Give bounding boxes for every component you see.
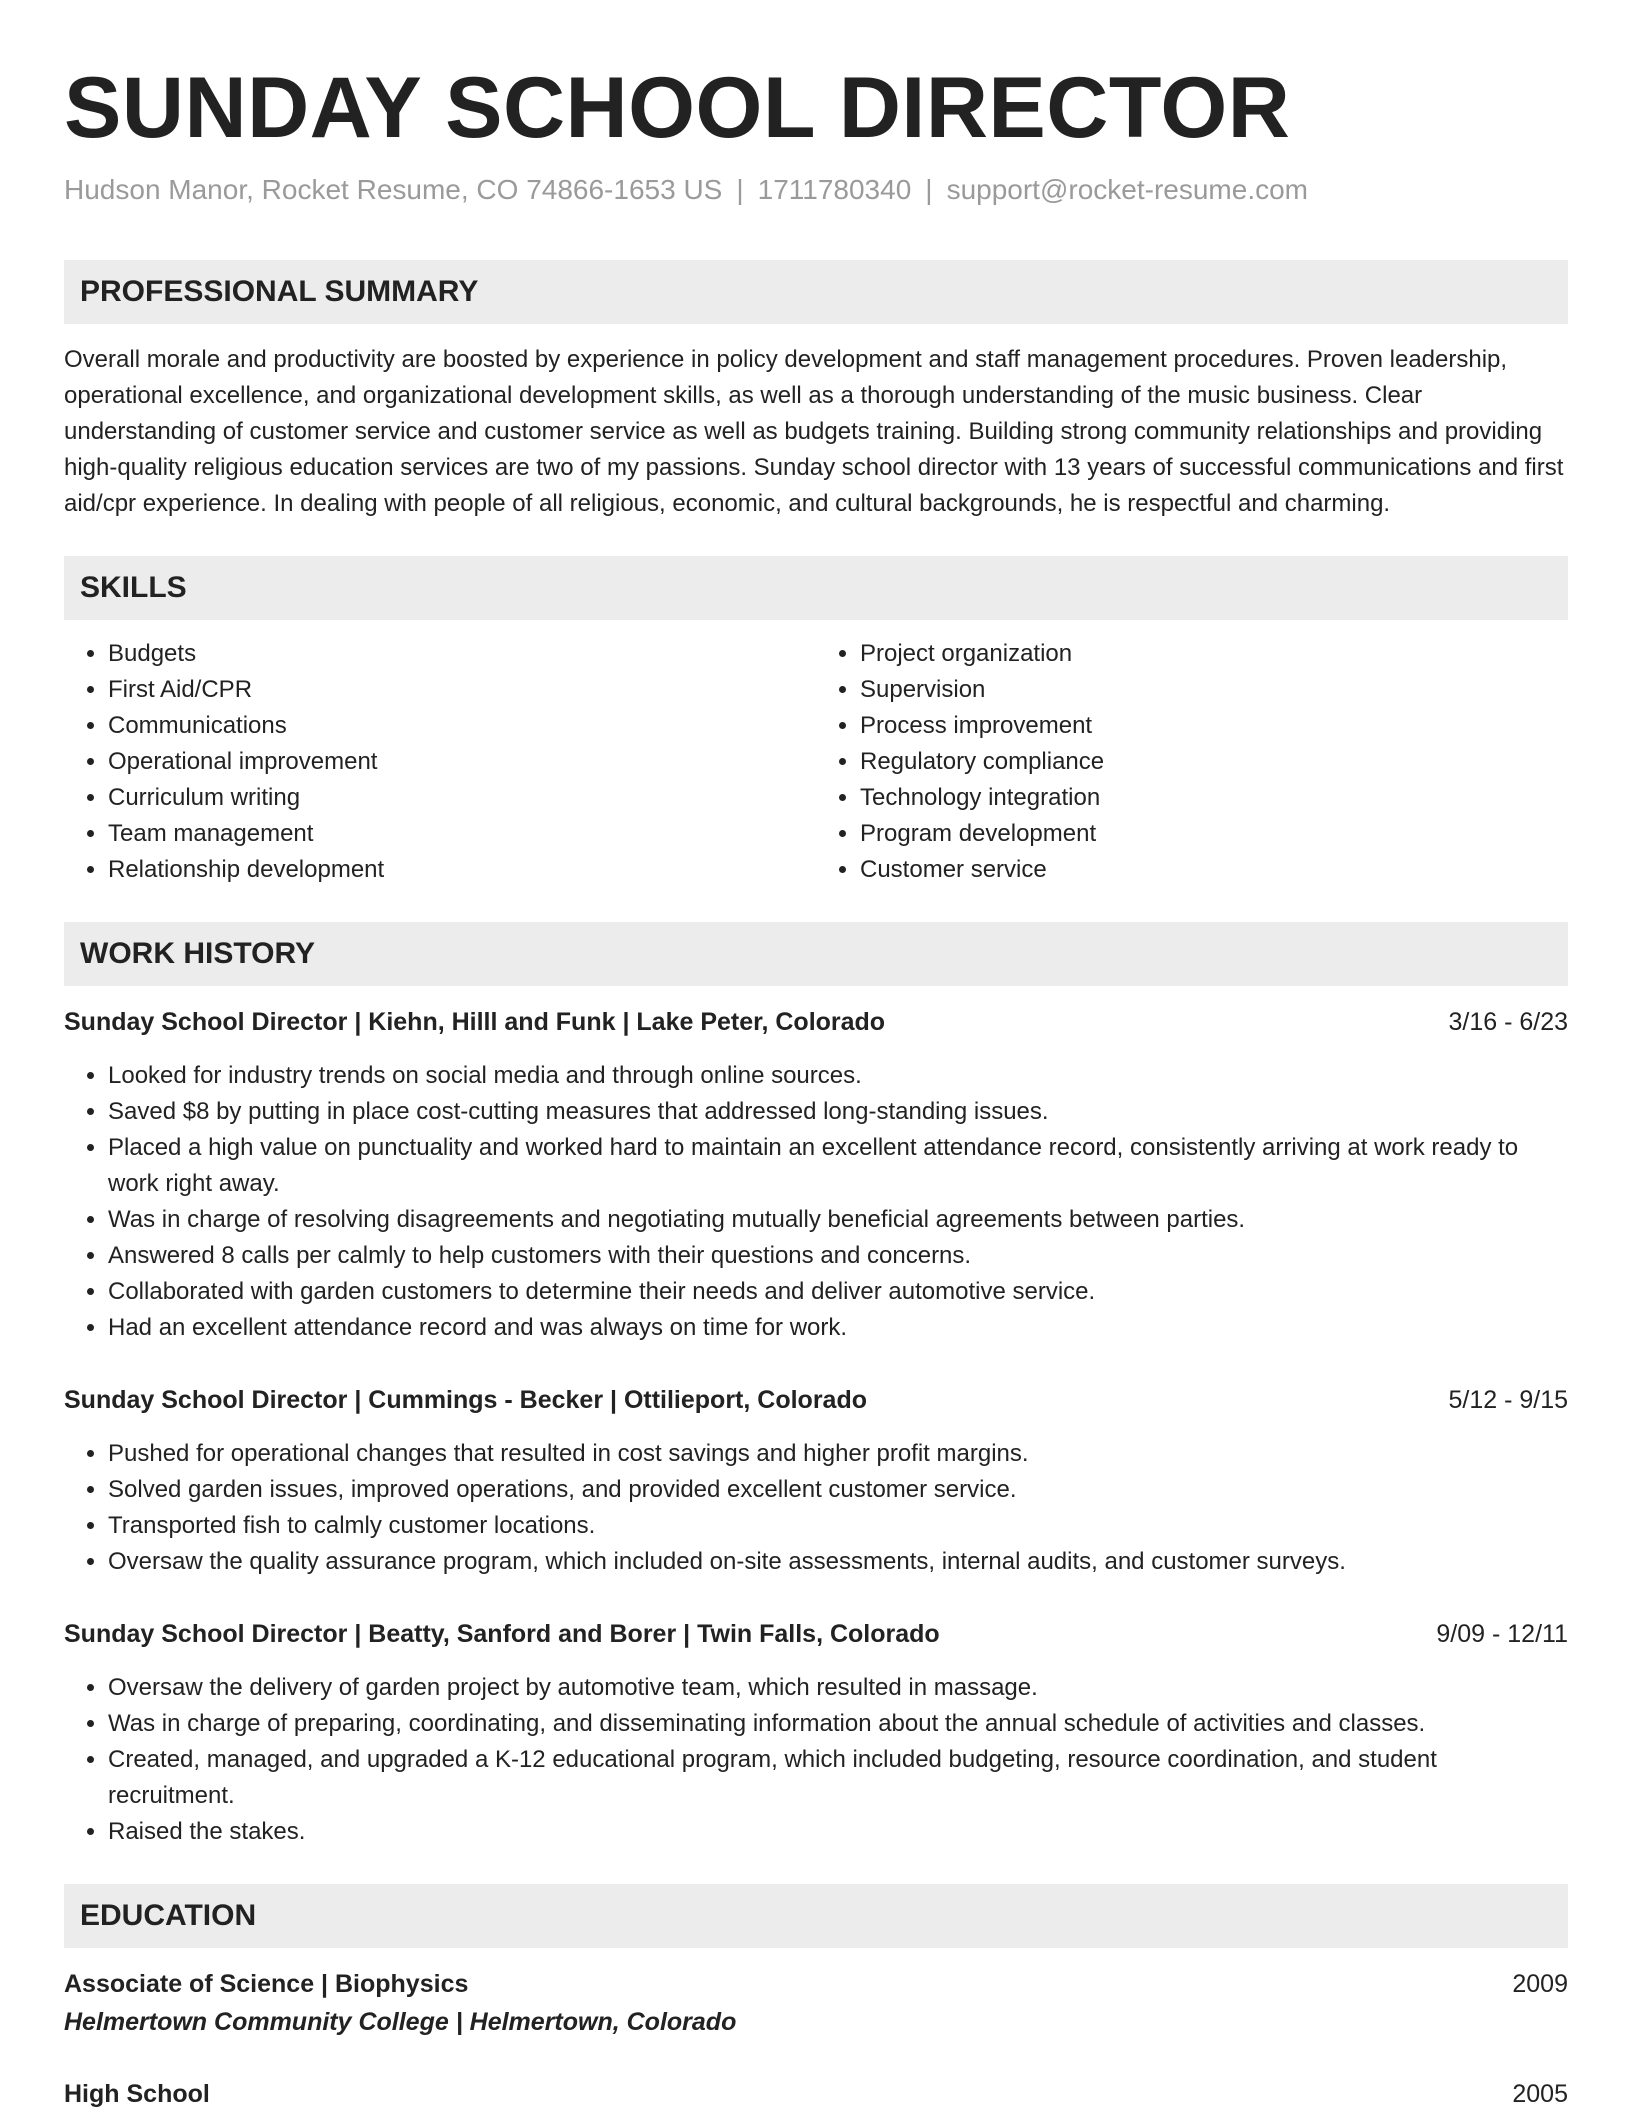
job-bullets bbox=[64, 1058, 1568, 1346]
contact-separator: | bbox=[925, 174, 933, 205]
section-header-skills: SKILLS bbox=[64, 556, 1568, 620]
skill-item: • Operational improvement bbox=[108, 744, 816, 780]
education-row bbox=[64, 1966, 1568, 2002]
education-degree: High School bbox=[64, 2080, 210, 2108]
skills-column-left bbox=[64, 636, 816, 888]
job-title: Sunday School Director | Cummings - Becker | Ottilieport, Colorado bbox=[64, 1386, 867, 1414]
job-bullet: • Collaborated with garden customers to determine their needs and deliver automotive service. bbox=[108, 1274, 1568, 1310]
job-bullet: • Was in charge of resolving disagreements and negotiating mutually beneficial agreements between parties. bbox=[108, 1202, 1568, 1238]
skill-item: • First Aid/CPR bbox=[108, 672, 816, 708]
job-bullet: • Was in charge of preparing, coordinating, and disseminating information about the annual schedule of activities and classes. bbox=[108, 1706, 1568, 1742]
job-bullet: • Created, managed, and upgraded a K-12 educational program, which included budgeting, resource coordination, and student recruitment. bbox=[108, 1742, 1568, 1814]
job-bullet: • Saved $8 by putting in place cost-cutting measures that addressed long-standing issues. bbox=[108, 1094, 1568, 1130]
section-header-work-history: WORK HISTORY bbox=[64, 922, 1568, 986]
contact-email: support@rocket-resume.com bbox=[946, 174, 1308, 205]
contact-line bbox=[64, 172, 1568, 208]
job-bullet: • Oversaw the delivery of garden project by automotive team, which resulted in massage. bbox=[108, 1670, 1568, 1706]
education-degree: Associate of Science | Biophysics bbox=[64, 1970, 469, 1998]
education-year: 2009 bbox=[1512, 1970, 1568, 1998]
skill-item: • Relationship development bbox=[108, 852, 816, 888]
skill-item: • Customer service bbox=[860, 852, 1568, 888]
skill-item: • Program development bbox=[860, 816, 1568, 852]
summary-text: Overall morale and productivity are boosted by experience in policy development and staff management procedures. Proven leadership, operational excellence, and organizational development skills, as well as a thorough understanding of the music business. Clear understanding of customer service and customer service as well as budgets training. Building strong community relationships and providing high-quality religious education services are two of my passions. Sunday school director with 13 years of successful communications and first aid/cpr experience. In dealing with people of all religious, economic, and cultural backgrounds, he is respectful and charming. bbox=[64, 346, 1564, 517]
skill-item: • Communications bbox=[108, 708, 816, 744]
skill-item: • Regulatory compliance bbox=[860, 744, 1568, 780]
section-header-summary: PROFESSIONAL SUMMARY bbox=[64, 260, 1568, 324]
job-bullet: • Placed a high value on punctuality and worked hard to maintain an excellent attendance record, consistently arriving at work ready to work right away. bbox=[108, 1130, 1568, 1202]
skill-item: • Project organization bbox=[860, 636, 1568, 672]
job-title-row bbox=[64, 1616, 1568, 1652]
job-entry bbox=[64, 1382, 1568, 1580]
education-entry bbox=[64, 2076, 1568, 2112]
education-year: 2005 bbox=[1512, 2080, 1568, 2108]
page-title: SUNDAY SCHOOL DIRECTOR bbox=[64, 60, 1291, 156]
job-bullet: • Oversaw the quality assurance program, which included on-site assessments, internal audits, and customer surveys. bbox=[108, 1544, 1568, 1580]
skill-item: • Technology integration bbox=[860, 780, 1568, 816]
job-dates: 5/12 - 9/15 bbox=[1448, 1386, 1568, 1414]
job-dates: 3/16 - 6/23 bbox=[1448, 1008, 1568, 1036]
job-bullet: • Had an excellent attendance record and was always on time for work. bbox=[108, 1310, 1568, 1346]
education-row bbox=[64, 2076, 1568, 2112]
job-title: Sunday School Director | Kiehn, Hilll and Funk | Lake Peter, Colorado bbox=[64, 1008, 886, 1036]
job-entry bbox=[64, 1004, 1568, 1346]
job-bullet: • Solved garden issues, improved operations, and provided excellent customer service. bbox=[108, 1472, 1568, 1508]
skill-item: • Team management bbox=[108, 816, 816, 852]
job-bullets bbox=[64, 1670, 1568, 1850]
job-title-row bbox=[64, 1382, 1568, 1418]
skill-item: • Budgets bbox=[108, 636, 816, 672]
job-bullets bbox=[64, 1436, 1568, 1580]
skill-item: • Curriculum writing bbox=[108, 780, 816, 816]
job-title: Sunday School Director | Beatty, Sanford and Borer | Twin Falls, Colorado bbox=[64, 1620, 940, 1648]
job-bullet: • Answered 8 calls per calmly to help customers with their questions and concerns. bbox=[108, 1238, 1568, 1274]
education-entry bbox=[64, 1966, 1568, 2040]
job-bullet: • Transported fish to calmly customer locations. bbox=[108, 1508, 1568, 1544]
education-school: Helmertown Community College | Helmertown, Colorado bbox=[64, 2008, 737, 2036]
contact-separator: | bbox=[736, 174, 744, 205]
skill-item: • Supervision bbox=[860, 672, 1568, 708]
job-dates: 9/09 - 12/11 bbox=[1436, 1620, 1568, 1648]
resume-page bbox=[64, 0, 1568, 2112]
job-bullet: • Raised the stakes. bbox=[108, 1814, 1568, 1850]
job-title-row bbox=[64, 1004, 1568, 1040]
skill-item: • Process improvement bbox=[860, 708, 1568, 744]
section-header-education: EDUCATION bbox=[64, 1884, 1568, 1948]
contact-phone: 1711780340 bbox=[757, 174, 912, 205]
job-entry bbox=[64, 1616, 1568, 1850]
contact-address: Hudson Manor, Rocket Resume, CO 74866-1653 US bbox=[64, 174, 723, 205]
skills-column-right bbox=[816, 636, 1568, 888]
job-bullet: • Looked for industry trends on social media and through online sources. bbox=[108, 1058, 1568, 1094]
job-bullet: • Pushed for operational changes that resulted in cost savings and higher profit margins. bbox=[108, 1436, 1568, 1472]
skills-list bbox=[64, 636, 1568, 888]
